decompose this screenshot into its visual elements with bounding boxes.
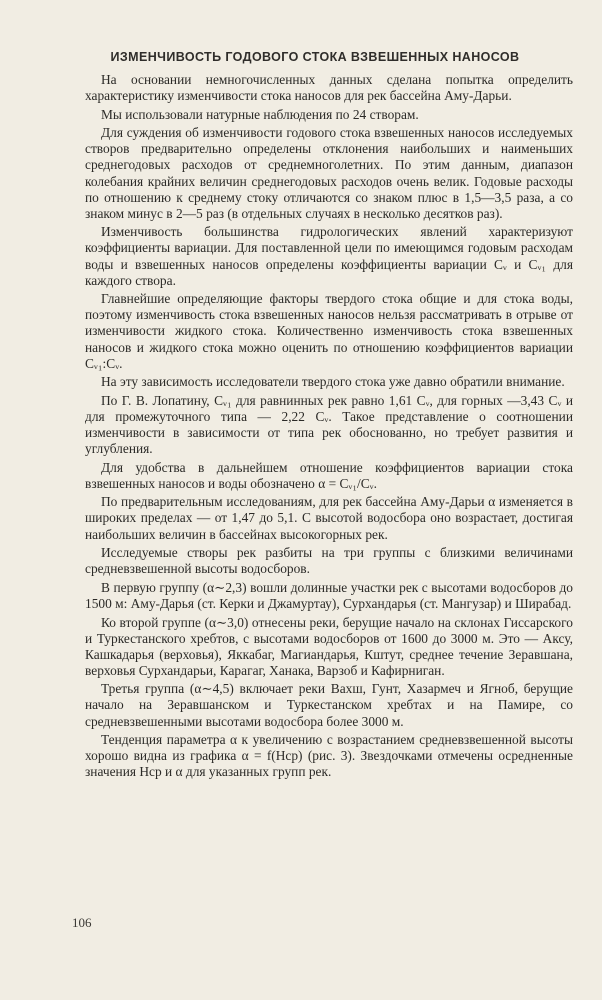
paragraph: На эту зависимость исследователи твердого стока уже давно обратили внимание. (101, 374, 565, 390)
paragraph: Тенденция параметра α к увеличению с возрастанием средневзвешенной высоты хорошо видна из графика α = f(Hср) (рис. 3). Звездочками отмечены осредненные значения Hср и α для указанных групп рек. (85, 732, 573, 780)
paragraph: В первую группу (α∼2,3) вошли долинные участки рек с высотами водосборов до 1500 м: Аму-Дарья (ст. Керки и Джамуртау), Сурхандарья (ст. Мангузар) и Ширабад. (85, 579, 573, 611)
paragraph: Для суждения об изменчивости годового стока взвешенных наносов исследуемых створов предварительно определены отклонения наибольших и наименьших среднегодовых расходов от среднемноголетних. По этим данным, диапазон колебания крайних величин среднегодовых расходов очень велик. Годовые расходы по отношению к среднему стоку отличаются со знаком плюс в 1,5—3,5 раза, а со знаком минус в 2—5 раз (в отдельных случаях в несколько десятков раз). (85, 125, 573, 221)
paragraph: По предварительным исследованиям, для рек бассейна Аму-Дарьи α изменяется в широких пределах — от 1,47 до 5,1. С высотой водосбора оно возрастает, достигая наибольших величин в бассейнах высокогорных рек. (85, 494, 573, 542)
body-text (85, 72, 573, 783)
paragraph: Ко второй группе (α∼3,0) отнесены реки, берущие начало на склонах Гиссарского и Туркестанского хребтов, с высотами водосборов от 1600 до 3000 м. Это — Аксу, Кашкадарья (верховья), Яккабаг, Магиандарья, Кштут, среднее течение Зеравшана, верховья Сурхандарьи, Карагаг, Ханака, Варзоб и Кафирниган. (85, 614, 573, 678)
paragraph: Изменчивость большинства гидрологических явлений характеризуют коэффициенты вариации. Для поставленной цели по имеющимся годовым расходам воды и взвешенных наносов определены коэффициенты вариации Cᵥ и Cᵥ₁ для каждого створа. (85, 224, 573, 288)
paragraph: Для удобства в дальнейшем отношение коэффициентов вариации стока взвешенных наносов и воды обозначено α = Cᵥ₁/Cᵥ. (85, 459, 573, 491)
paragraph: Исследуемые створы рек разбиты на три группы с близкими величинами средневзвешенной высоты водосборов. (85, 545, 573, 577)
paragraph: Мы использовали натурные наблюдения по 24 створам. (101, 106, 419, 122)
section-heading: ИЗМЕНЧИВОСТЬ ГОДОВОГО СТОКА ВЗВЕШЕННЫХ НАНОСОВ (110, 50, 520, 64)
paragraph: На основании немногочисленных данных сделана попытка определить характеристику изменчивости стока наносов для рек бассейна Аму-Дарьи. (85, 72, 573, 104)
page-number: 106 (72, 915, 92, 930)
paragraph: Главнейшие определяющие факторы твердого стока общие и для стока воды, поэтому изменчивость стока взвешенных наносов нельзя рассматривать в отрыве от изменчивости жидкого стока. Количественно изменчивость стока взвешенных наносов и жидкого стока можно оценить по отношению коэффициентов вариации Cᵥ₁:Cᵥ. (85, 291, 573, 371)
paragraph: Третья группа (α∼4,5) включает реки Вахш, Гунт, Хазармеч и Ягноб, берущие начало на Зеравшанском и Туркестанском хребтах и на Памире, со средневзвешенными высотами водосбора более 3000 м. (85, 681, 573, 729)
paragraph: По Г. В. Лопатину, Cᵥ₁ для равнинных рек равно 1,61 Cᵥ, для горных —3,43 Cᵥ и для промежуточного типа — 2,22 Cᵥ. Такое представление о соотношении изменчивости в зависимости от типа рек обоснованно, но требует развития и углубления. (85, 392, 573, 457)
